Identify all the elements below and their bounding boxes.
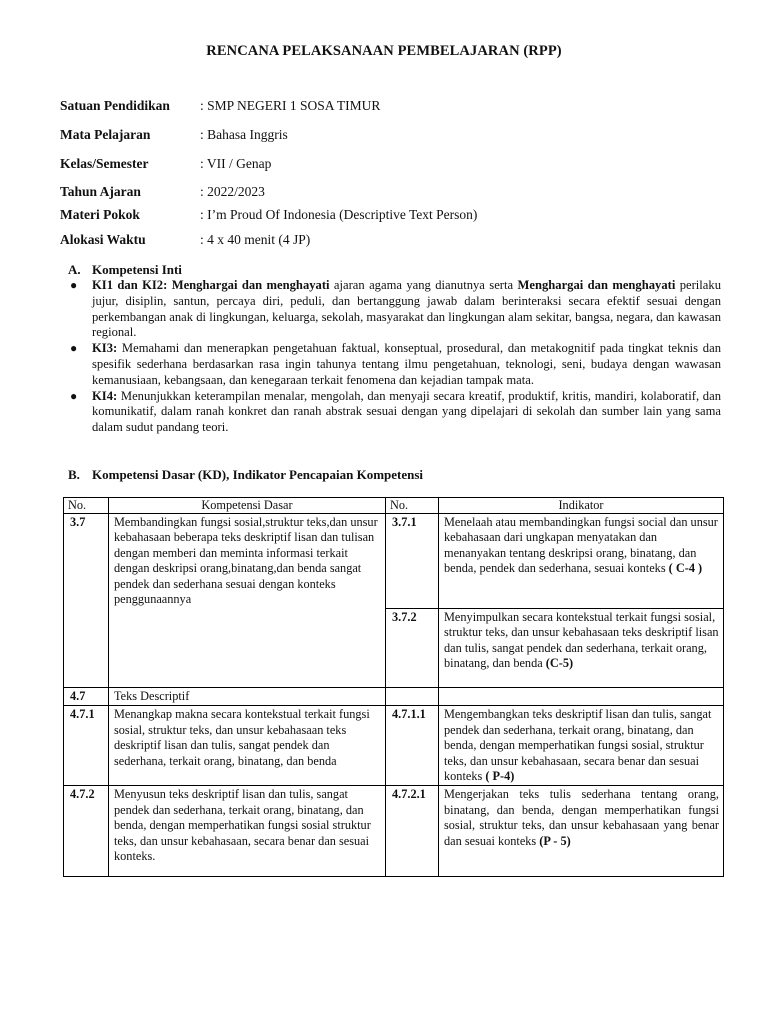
body-text: ajaran agama yang dianutnya serta [329, 278, 518, 292]
indicator-number: 4.7.2.1 [386, 786, 439, 877]
indicator-body: Menelaah atau membandingkan fungsi social dan unsur kebahasaan dari ungkapan menyatakan dan menanyakan tentang deskripsi orang, binatang, dan benda, pendek dan sederhana, sesuai konteks [444, 515, 718, 576]
table-header-row [64, 498, 724, 514]
kd-text: Menyusun teks deskriptif lisan dan tulis, sangat pendek dan sederhana, terkait orang, binatang, dan benda, dengan memperhatikan fungsi sosial struktur teks, dan unsur kebahasaan, secara benar dan sesuai konteks. [109, 786, 386, 877]
kd-text: Menangkap makna secara kontekstual terkait fungsi sosial, struktur teks, dan unsur kebahasaan teks deskriptif lisan dan tulis, sangat pendek dan sederhana, terkait orang, binatang, dan benda [109, 706, 386, 786]
indicator-text [439, 786, 724, 877]
kd-text: Teks Descriptif [109, 688, 386, 706]
list-item [68, 278, 721, 341]
section-b-heading [68, 467, 423, 483]
kd-number: 3.7 [64, 514, 109, 688]
indicator-text [439, 514, 724, 609]
indicator-body: Mengembangkan teks deskriptif lisan dan tulis, sangat pendek dan sederhana, terkait orang, binatang, dan benda, dengan memperhatikan fungsi sosial, struktur teks, dan unsur kebahasaan, secara benar dan sesuai konteks [444, 707, 712, 784]
col-header-indikator: Indikator [439, 498, 724, 514]
kd-indikator-table [63, 497, 724, 877]
meta-value: : Bahasa Inggris [200, 127, 288, 142]
indicator-number: 4.7.1.1 [386, 706, 439, 786]
meta-value: : VII / Genap [200, 156, 272, 171]
section-title: Kompetensi Inti [92, 262, 182, 277]
kd-text: Membandingkan fungsi sosial,struktur teks,dan unsur kebahasaan beberapa teks deskriptif lisan dan tulisan dengan memberi dan meminta informasi terkait dengan deskripsi orang,binatang,dan benda sangat pendek dan sederhana sesuai dengan konteks penggunaannya [109, 514, 386, 688]
meta-value: : 4 x 40 menit (4 JP) [200, 232, 311, 247]
indicator-number: 3.7.1 [386, 514, 439, 609]
section-a-heading [68, 262, 182, 278]
col-header-no: No. [64, 498, 109, 514]
table-row [64, 514, 724, 609]
bold-text: KI4: [92, 388, 118, 403]
col-header-no2: No. [386, 498, 439, 514]
kd-number: 4.7.1 [64, 706, 109, 786]
meta-label: Tahun Ajaran [60, 184, 141, 199]
document-title: RENCANA PELAKSANAAN PEMBELAJARAN (RPP) [206, 43, 562, 59]
bullet-icon: ● [70, 388, 78, 403]
body-text: perilaku jujur, disiplin, santun, percaya diri, peduli, dan bertanggung jawab dalam berinteraksi secara efektif sesuai dengan perkembangan anak di lingkungan, keluarga, sekolah, masyarakat dan lingkungan alam sekitar, bangsa, negara, dan kawasan regional. [92, 278, 721, 340]
empty-cell [439, 688, 724, 706]
meta-label: Satuan Pendidikan [60, 98, 170, 113]
meta-label: Materi Pokok [60, 207, 140, 222]
table-row [64, 786, 724, 877]
empty-cell [386, 688, 439, 706]
meta-label: Mata Pelajaran [60, 127, 151, 142]
col-header-kd: Kompetensi Dasar [109, 498, 386, 514]
meta-label: Kelas/Semester [60, 156, 149, 171]
indicator-body: Menyimpulkan secara kontekstual terkait fungsi sosial, struktur teks, dan unsur kebahasaan teks deskriptif lisan dan tulis, sangat pendek dan sederhana, terkait orang, binatang, dan benda [444, 610, 719, 671]
meta-label: Alokasi Waktu [60, 232, 146, 247]
bold-text: KI1 dan KI2: Menghargai dan menghayati [92, 278, 330, 292]
kd-number: 4.7.2 [64, 786, 109, 877]
kompetensi-inti-list [68, 278, 721, 436]
bullet-icon: ● [70, 341, 78, 356]
indicator-level-tag: ( C-4 ) [665, 561, 703, 576]
section-title: Kompetensi Dasar (KD), Indikator Pencapaian Kompetensi [92, 467, 424, 482]
section-letter: B. [68, 467, 80, 482]
indicator-level-tag: (P - 5) [536, 833, 571, 848]
list-item [68, 389, 721, 436]
bold-text: Menghargai dan menghayati [517, 278, 676, 292]
meta-value: : 2022/2023 [200, 184, 265, 199]
bullet-icon: ● [70, 278, 78, 292]
table-row [64, 688, 724, 706]
section-letter: A. [68, 262, 81, 277]
list-item [68, 341, 721, 388]
meta-value: : I’m Proud Of Indonesia (Descriptive Text Person) [200, 207, 478, 222]
body-text: Memahami dan menerapkan pengetahuan faktual, konseptual, prosedural, dan metakognitif pada tingkat teknis dan spesifik sederhana berdasarkan rasa ingin tahunya tentang ilmu pengetahuan, teknologi, seni, budaya dengan wawasan kemanusiaan, kebangsaan, dan kenegaraan terkait fenomena dan kejadian tampak mata. [92, 341, 721, 387]
kd-number: 4.7 [64, 688, 109, 706]
body-text: Menunjukkan keterampilan menalar, mengolah, dan menyaji secara kreatif, produktif, kritis, mandiri, kolaboratif, dan komunikatif, dalam ranah konkret dan ranah abstrak sesuai dengan yang dipelajari di sekolah dan sumber lain yang sama dalam sudut pandang teori. [92, 388, 721, 435]
indicator-level-tag: (C-5) [542, 656, 574, 671]
indicator-level-tag: ( P-4) [482, 769, 515, 784]
bold-text: KI3: [92, 341, 118, 356]
indicator-text [439, 609, 724, 688]
indicator-number: 3.7.2 [386, 609, 439, 688]
indicator-text [439, 706, 724, 786]
meta-value: : SMP NEGERI 1 SOSA TIMUR [200, 98, 381, 113]
indicator-body: Mengerjakan teks tulis sederhana tentang orang, binatang, dan benda, dengan memperhatikan fungsi sosial, struktur teks, dan unsur kebahasaan yang benar dan sesuai konteks [444, 787, 719, 848]
table-row [64, 706, 724, 786]
